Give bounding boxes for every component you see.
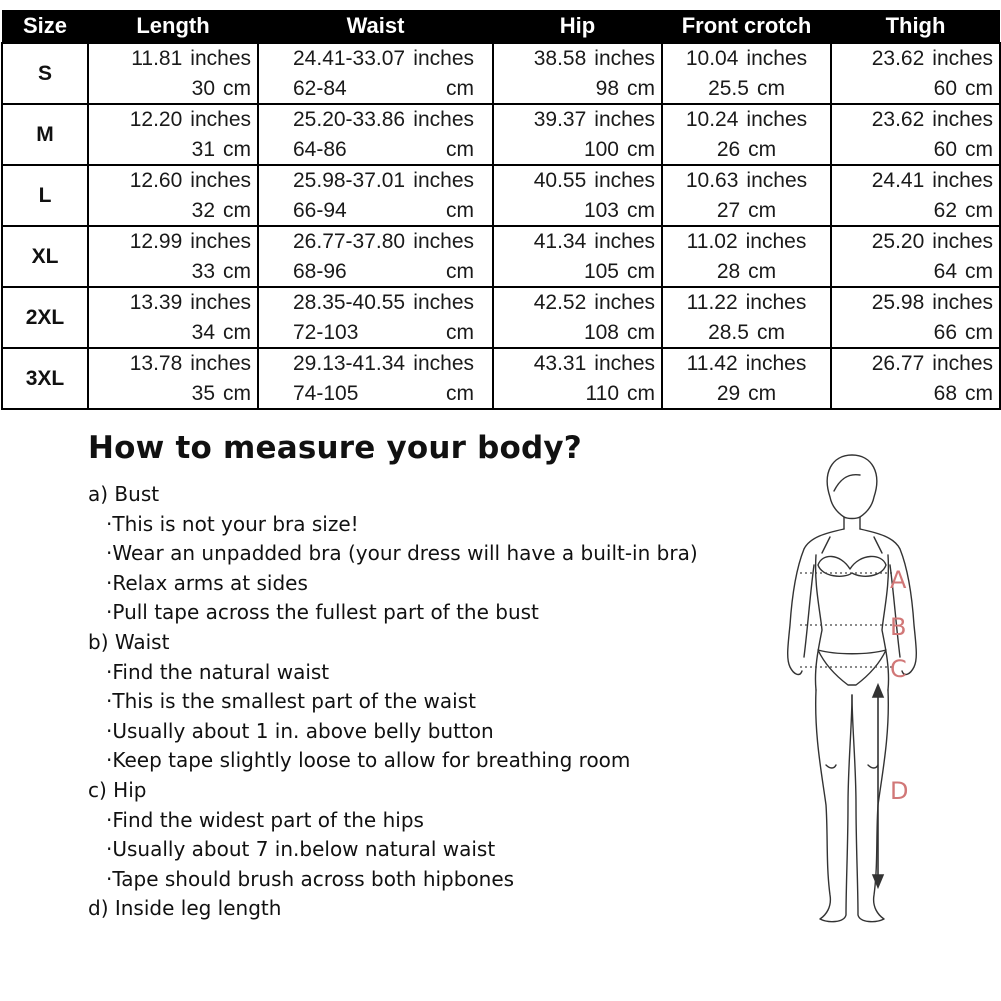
unit-cm: cm xyxy=(446,137,474,161)
label-a: A xyxy=(890,566,907,594)
thigh-cm-value: 60 xyxy=(933,137,957,161)
unit-cm: cm xyxy=(965,259,993,283)
unit-inches: inches xyxy=(745,290,807,314)
unit-cm: cm xyxy=(965,381,993,405)
table-row xyxy=(2,287,1000,348)
unit-cm: cm xyxy=(748,259,777,283)
unit-cm: cm xyxy=(748,137,777,161)
inside-leg-arrow xyxy=(873,685,883,887)
waist-inches-value: 25.20-33.86 xyxy=(293,107,406,131)
body-outline xyxy=(788,455,917,922)
front-crotch-inches-value: 10.04 xyxy=(685,46,739,70)
unit-cm: cm xyxy=(756,320,785,344)
front-crotch-cell xyxy=(662,226,831,287)
guide-tip: ·Tape should brush across both hipbones xyxy=(106,866,515,891)
front-crotch-inches-value: 11.02 xyxy=(686,229,738,253)
guide-section-heading: b) Waist xyxy=(88,629,170,654)
guide-tip: ·Relax arms at sides xyxy=(106,570,308,595)
thigh-inches-value: 23.62 xyxy=(871,46,925,70)
unit-inches: inches xyxy=(745,229,807,253)
hip-cm-value: 105 xyxy=(583,259,619,283)
waist-cell xyxy=(258,226,493,287)
length-cell xyxy=(88,348,258,409)
guide-tip: ·Pull tape across the fullest part of the bust xyxy=(106,600,539,625)
waist-inches-value: 29.13-41.34 xyxy=(293,351,406,375)
length-cm-value: 32 xyxy=(191,198,215,222)
unit-inches: inches xyxy=(190,46,251,70)
header-front-crotch: Front crotch xyxy=(662,10,831,43)
unit-inches: inches xyxy=(190,351,251,375)
unit-inches: inches xyxy=(932,229,993,253)
guide-tip: ·This is the smallest part of the waist xyxy=(106,689,476,714)
length-cell xyxy=(88,104,258,165)
thigh-cm-value: 60 xyxy=(933,76,957,100)
unit-cm: cm xyxy=(446,381,474,405)
unit-cm: cm xyxy=(446,76,474,100)
length-inches-value: 13.78 xyxy=(129,351,183,375)
hip-cm-value: 98 xyxy=(595,76,619,100)
guide-tip: ·Usually about 1 in. above belly button xyxy=(106,718,494,743)
front-crotch-cell xyxy=(662,165,831,226)
waist-inches-value: 24.41-33.07 xyxy=(293,46,406,70)
length-cell xyxy=(88,165,258,226)
length-inches-value: 12.99 xyxy=(129,229,183,253)
header-thigh: Thigh xyxy=(831,10,1000,43)
waist-cm-value: 64-86 xyxy=(293,137,347,161)
waist-cell xyxy=(258,104,493,165)
unit-inches: inches xyxy=(594,107,655,131)
table-body xyxy=(2,43,1000,409)
hip-inches-value: 42.52 xyxy=(533,290,587,314)
waist-cm-value: 68-96 xyxy=(293,259,347,283)
front-crotch-cm-value: 25.5 xyxy=(708,76,749,100)
table-row xyxy=(2,43,1000,104)
label-b: B xyxy=(890,613,907,641)
unit-cm: cm xyxy=(627,320,655,344)
length-cm-value: 33 xyxy=(191,259,215,283)
unit-inches: inches xyxy=(190,168,251,192)
waist-inches-value: 26.77-37.80 xyxy=(293,229,406,253)
thigh-cell xyxy=(831,165,1000,226)
unit-cm: cm xyxy=(223,198,251,222)
body-measurement-figure xyxy=(760,445,990,935)
front-crotch-inches-value: 11.22 xyxy=(686,290,738,314)
hip-cell xyxy=(493,287,662,348)
unit-cm: cm xyxy=(756,76,785,100)
length-cm-value: 34 xyxy=(191,320,215,344)
thigh-inches-value: 25.20 xyxy=(871,229,925,253)
unit-inches: inches xyxy=(932,46,993,70)
unit-inches: inches xyxy=(413,168,474,192)
table-row xyxy=(2,165,1000,226)
unit-inches: inches xyxy=(932,168,993,192)
hip-cell xyxy=(493,43,662,104)
hip-cell xyxy=(493,348,662,409)
thigh-cm-value: 64 xyxy=(933,259,957,283)
size-label: XL xyxy=(2,226,88,287)
unit-inches: inches xyxy=(413,107,474,131)
front-crotch-cell xyxy=(662,43,831,104)
guide-section-heading: c) Hip xyxy=(88,777,147,802)
body-outline-illustration xyxy=(760,445,990,935)
length-inches-value: 13.39 xyxy=(129,290,183,314)
thigh-cell xyxy=(831,348,1000,409)
unit-inches: inches xyxy=(932,107,993,131)
unit-inches: inches xyxy=(190,229,251,253)
header-waist: Waist xyxy=(258,10,493,43)
unit-inches: inches xyxy=(594,229,655,253)
header-size: Size xyxy=(2,10,88,43)
front-crotch-cm-value: 28.5 xyxy=(708,320,749,344)
hip-cm-value: 110 xyxy=(585,381,619,405)
waist-cell xyxy=(258,348,493,409)
thigh-cell xyxy=(831,43,1000,104)
waist-cell xyxy=(258,43,493,104)
size-label: 3XL xyxy=(2,348,88,409)
unit-inches: inches xyxy=(746,46,808,70)
front-crotch-inches-value: 10.63 xyxy=(685,168,739,192)
unit-inches: inches xyxy=(746,107,808,131)
thigh-cell xyxy=(831,226,1000,287)
unit-inches: inches xyxy=(413,46,474,70)
size-label: S xyxy=(2,43,88,104)
unit-cm: cm xyxy=(223,259,251,283)
measurement-guide xyxy=(88,430,728,924)
unit-cm: cm xyxy=(627,76,655,100)
table-row xyxy=(2,348,1000,409)
unit-cm: cm xyxy=(748,198,777,222)
header-length: Length xyxy=(88,10,258,43)
unit-cm: cm xyxy=(223,76,251,100)
unit-inches: inches xyxy=(190,107,251,131)
hip-inches-value: 40.55 xyxy=(533,168,587,192)
thigh-cell xyxy=(831,287,1000,348)
unit-cm: cm xyxy=(446,320,474,344)
unit-cm: cm xyxy=(627,381,655,405)
unit-inches: inches xyxy=(413,290,474,314)
label-d: D xyxy=(890,777,909,805)
unit-inches: inches xyxy=(932,290,993,314)
unit-cm: cm xyxy=(223,137,251,161)
hip-cm-value: 103 xyxy=(583,198,619,222)
unit-inches: inches xyxy=(594,46,655,70)
unit-inches: inches xyxy=(413,351,474,375)
front-crotch-cm-value: 27 xyxy=(716,198,741,222)
waist-inches-value: 28.35-40.55 xyxy=(293,290,406,314)
thigh-cm-value: 62 xyxy=(933,198,957,222)
unit-cm: cm xyxy=(748,381,777,405)
front-crotch-inches-value: 11.42 xyxy=(686,351,738,375)
length-inches-value: 12.20 xyxy=(129,107,183,131)
length-cm-value: 30 xyxy=(191,76,215,100)
length-cell xyxy=(88,287,258,348)
front-crotch-cm-value: 26 xyxy=(716,137,741,161)
length-cm-value: 31 xyxy=(191,137,215,161)
thigh-cell xyxy=(831,104,1000,165)
guide-sections xyxy=(88,480,728,924)
measurement-lines xyxy=(800,573,892,667)
unit-cm: cm xyxy=(627,259,655,283)
length-inches-value: 12.60 xyxy=(129,168,183,192)
unit-cm: cm xyxy=(627,137,655,161)
hip-cm-value: 100 xyxy=(583,137,619,161)
header-hip: Hip xyxy=(493,10,662,43)
unit-inches: inches xyxy=(594,351,655,375)
unit-inches: inches xyxy=(594,168,655,192)
hip-cell xyxy=(493,104,662,165)
guide-tip: ·Keep tape slightly loose to allow for breathing room xyxy=(106,748,631,773)
table-row xyxy=(2,226,1000,287)
size-label: L xyxy=(2,165,88,226)
length-cell xyxy=(88,43,258,104)
length-cm-value: 35 xyxy=(191,381,215,405)
front-crotch-inches-value: 10.24 xyxy=(685,107,739,131)
size-chart-table xyxy=(1,10,1001,410)
waist-cm-value: 66-94 xyxy=(293,198,347,222)
unit-inches: inches xyxy=(745,351,807,375)
guide-section-heading: a) Bust xyxy=(88,482,160,506)
label-c: C xyxy=(890,655,907,683)
thigh-inches-value: 26.77 xyxy=(871,351,925,375)
table-header-row xyxy=(2,10,1000,43)
unit-inches: inches xyxy=(594,290,655,314)
unit-cm: cm xyxy=(965,76,993,100)
unit-cm: cm xyxy=(446,259,474,283)
hip-cell xyxy=(493,226,662,287)
hip-inches-value: 39.37 xyxy=(533,107,587,131)
table-row xyxy=(2,104,1000,165)
front-crotch-cell xyxy=(662,287,831,348)
unit-inches: inches xyxy=(190,290,251,314)
size-label: 2XL xyxy=(2,287,88,348)
size-label: M xyxy=(2,104,88,165)
unit-cm: cm xyxy=(223,381,251,405)
unit-cm: cm xyxy=(965,198,993,222)
thigh-inches-value: 25.98 xyxy=(871,290,925,314)
hip-cm-value: 108 xyxy=(583,320,619,344)
guide-title: How to measure your body? xyxy=(88,430,582,466)
hip-inches-value: 43.31 xyxy=(533,351,587,375)
waist-cm-value: 62-84 xyxy=(293,76,347,100)
unit-cm: cm xyxy=(965,320,993,344)
unit-cm: cm xyxy=(965,137,993,161)
front-crotch-cell xyxy=(662,104,831,165)
unit-cm: cm xyxy=(627,198,655,222)
waist-cell xyxy=(258,287,493,348)
unit-cm: cm xyxy=(223,320,251,344)
thigh-cm-value: 66 xyxy=(933,320,957,344)
front-crotch-cm-value: 29 xyxy=(716,381,741,405)
arrow-up-icon xyxy=(873,685,883,697)
guide-section-heading: d) Inside leg length xyxy=(88,896,282,921)
length-cell xyxy=(88,226,258,287)
guide-tip: ·Find the widest part of the hips xyxy=(106,807,424,832)
waist-inches-value: 25.98-37.01 xyxy=(293,168,406,192)
guide-tip: ·Find the natural waist xyxy=(106,659,330,684)
unit-inches: inches xyxy=(413,229,474,253)
waist-cm-value: 74-105 xyxy=(293,381,359,405)
unit-inches: inches xyxy=(932,351,993,375)
guide-tip: ·This is not your bra size! xyxy=(106,511,359,536)
front-crotch-cm-value: 28 xyxy=(716,259,741,283)
length-inches-value: 11.81 xyxy=(131,46,183,70)
unit-cm: cm xyxy=(446,198,474,222)
hip-cell xyxy=(493,165,662,226)
thigh-cm-value: 68 xyxy=(933,381,957,405)
unit-inches: inches xyxy=(746,168,808,192)
guide-tip: ·Wear an unpadded bra (your dress will have a built-in bra) xyxy=(106,541,698,566)
thigh-inches-value: 23.62 xyxy=(871,107,925,131)
hip-inches-value: 38.58 xyxy=(533,46,587,70)
front-crotch-cell xyxy=(662,348,831,409)
hip-inches-value: 41.34 xyxy=(533,229,587,253)
guide-tip: ·Usually about 7 in.below natural waist xyxy=(106,837,496,862)
waist-cm-value: 72-103 xyxy=(293,320,359,344)
waist-cell xyxy=(258,165,493,226)
thigh-inches-value: 24.41 xyxy=(871,168,925,192)
